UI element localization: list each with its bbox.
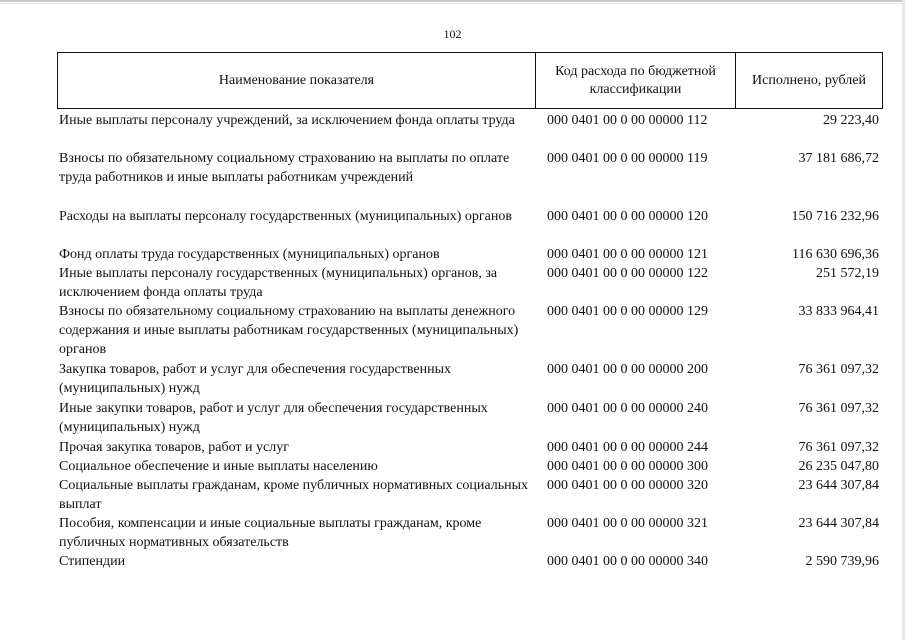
row-amount: 150 716 232,96 [791, 209, 879, 224]
row-name: Взносы по обязательному социальному страхованию на выплаты по оплате труда работников и иные выплаты работникам учреждений [59, 151, 510, 185]
row-amount: 23 644 307,84 [798, 478, 879, 493]
row-name: Прочая закупка товаров, работ и услуг [59, 440, 289, 455]
table-row [57, 302, 883, 360]
row-amount: 76 361 097,32 [798, 401, 879, 416]
table-row [57, 514, 883, 552]
row-code: 000 0401 00 0 00 00000 300 [547, 459, 708, 474]
table-row [57, 245, 883, 264]
table-row [57, 552, 883, 571]
table-row [57, 111, 883, 149]
header-name: Наименование показателя [58, 53, 536, 108]
row-code: 000 0401 00 0 00 00000 129 [547, 304, 708, 319]
row-name: Взносы по обязательному социальному страхованию на выплаты денежного содержания и иные выплаты работникам государственных (муниципальных) органов [59, 304, 519, 357]
table-row [57, 476, 883, 514]
row-name: Стипендии [59, 554, 126, 569]
budget-table [57, 52, 883, 571]
row-amount: 29 223,40 [823, 113, 879, 128]
row-name: Иные выплаты персоналу государственных (муниципальных) органов, за исключением фонда оплаты труда [59, 266, 498, 300]
row-amount: 33 833 964,41 [798, 304, 879, 319]
table-row [57, 149, 883, 207]
row-name: Фонд оплаты труда государственных (муниципальных) органов [59, 247, 440, 262]
row-amount: 76 361 097,32 [798, 440, 879, 455]
row-amount: 26 235 047,80 [798, 459, 879, 474]
row-name: Закупка товаров, работ и услуг для обеспечения государственных (муниципальных) нужд [59, 362, 452, 396]
row-name: Социальные выплаты гражданам, кроме публичных нормативных социальных выплат [59, 478, 528, 512]
row-code: 000 0401 00 0 00 00000 112 [547, 113, 708, 128]
row-amount: 251 572,19 [816, 266, 879, 281]
scan-edge-top-faint [0, 3, 905, 4]
row-name: Расходы на выплаты персоналу государственных (муниципальных) органов [59, 209, 512, 224]
row-amount: 23 644 307,84 [798, 516, 879, 531]
row-code: 000 0401 00 0 00 00000 320 [547, 478, 708, 493]
row-amount: 76 361 097,32 [798, 362, 879, 377]
row-code: 000 0401 00 0 00 00000 120 [547, 209, 708, 224]
row-code: 000 0401 00 0 00 00000 200 [547, 362, 708, 377]
table-row [57, 207, 883, 245]
row-name: Иные выплаты персоналу учреждений, за исключением фонда оплаты труда [59, 113, 515, 128]
row-code: 000 0401 00 0 00 00000 244 [547, 440, 708, 455]
row-code: 000 0401 00 0 00 00000 121 [547, 247, 708, 262]
table-row [57, 360, 883, 399]
row-amount: 37 181 686,72 [798, 151, 879, 166]
table-row [57, 264, 883, 302]
header-code: Код расхода по бюджетной классификации [536, 53, 736, 108]
row-name: Социальное обеспечение и иные выплаты населению [59, 459, 378, 474]
header-executed: Исполнено, рублей [752, 72, 866, 88]
table-row [57, 399, 883, 438]
row-code: 000 0401 00 0 00 00000 122 [547, 266, 708, 281]
table-row [57, 457, 883, 476]
row-code: 000 0401 00 0 00 00000 240 [547, 401, 708, 416]
table-body [57, 111, 883, 571]
table-header [57, 52, 883, 109]
scan-edge-top [0, 0, 905, 2]
row-name: Иные закупки товаров, работ и услуг для обеспечения государственных (муниципальных) нужд [59, 401, 488, 435]
row-code: 000 0401 00 0 00 00000 340 [547, 554, 708, 569]
row-code: 000 0401 00 0 00 00000 321 [547, 516, 708, 531]
row-name: Пособия, компенсации и иные социальные выплаты гражданам, кроме публичных нормативных обязательств [59, 516, 482, 550]
page-number: 102 [443, 27, 462, 41]
table-row [57, 438, 883, 457]
row-amount: 2 590 739,96 [805, 554, 879, 569]
row-code: 000 0401 00 0 00 00000 119 [547, 151, 708, 166]
row-amount: 116 630 696,36 [792, 247, 879, 262]
